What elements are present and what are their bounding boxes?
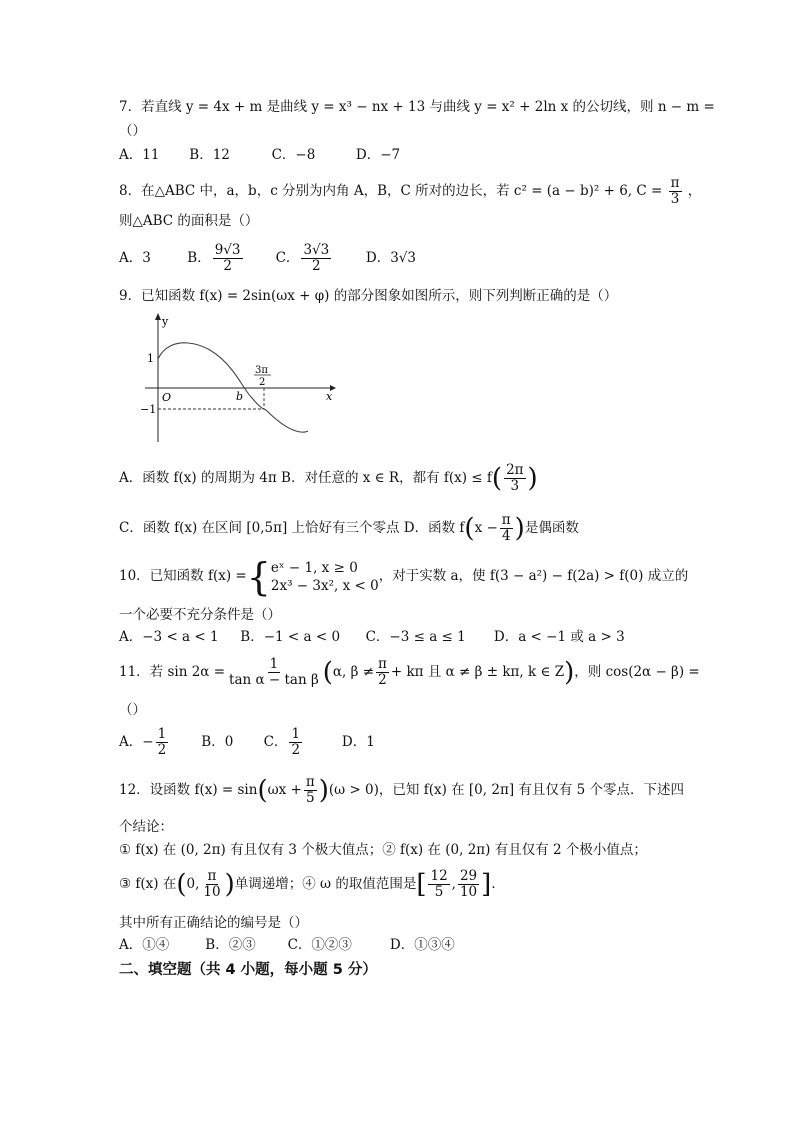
q12-line4: ③ f(x) 在(0, $\frac{\pi}{10}$ )单调递增；④ ω 的取值范围是[ $\frac{12}{5}$ , $\frac{29}{10}$ ]． xyxy=(119,868,505,900)
q9-option-b-num: 2π xyxy=(506,462,524,479)
q8-option-b-den: 2 xyxy=(223,258,232,274)
q8-option-c xyxy=(276,240,362,276)
q8-option-d: D．3√3 xyxy=(365,250,416,266)
case-brace: { xyxy=(246,554,271,599)
q12-range-high-den: 10 xyxy=(459,884,478,900)
q8-option-c-num: 3√3 xyxy=(303,242,330,259)
y-label: y xyxy=(162,315,169,328)
left-paren: ( xyxy=(257,775,268,806)
q12-option-a: A．①④ xyxy=(119,937,170,953)
q10-option-c: C．−3 ≤ a ≤ 1 xyxy=(365,629,466,645)
section-heading: 二、填空题（共 4 小题，每小题 5 分） xyxy=(119,962,377,978)
q12-line5: 其中所有正确结论的编号是（） xyxy=(119,915,308,931)
q12-range-low-num: 12 xyxy=(430,868,448,885)
q10-option-d: D．a < −1 或 a > 3 xyxy=(493,629,625,645)
q11-cond-a: α, β ≠ xyxy=(332,664,375,680)
q12-range-low-den: 5 xyxy=(434,884,444,900)
x-label: x xyxy=(326,390,333,403)
right-paren: ) xyxy=(514,513,525,544)
left-paren: ( xyxy=(464,513,475,544)
q7-paren: （） xyxy=(119,123,146,139)
q12-line2: 个结论： xyxy=(119,819,173,835)
q10-option-b: B．−1 < a < 0 xyxy=(240,629,341,645)
q12-range-high xyxy=(458,869,479,900)
q12-inner-a: ωx + xyxy=(267,782,302,798)
q9-option-cd-text: C．函数 f(x) 在区间 [0,5π] 上恰好有三个零点 D．函数 f xyxy=(119,520,465,536)
q12-stem xyxy=(119,770,684,811)
q12-line4-a: ③ f(x) 在 xyxy=(119,876,177,892)
q9-option-d-num: π xyxy=(501,512,511,529)
q10-cases xyxy=(271,559,379,595)
q12-pre: 12．设函数 f(x) = sin xyxy=(119,782,258,798)
right-paren: ) xyxy=(318,775,329,806)
q9-graph xyxy=(140,310,340,445)
q8-option-c-frac xyxy=(301,243,331,274)
q7-stem: 7．若直线 y = 4x + m 是曲线 y = x³ − nx + 13 与曲线 y = x² + 2ln x 的公切线，则 n − m = xyxy=(119,99,715,115)
q8-option-b-frac xyxy=(213,243,243,274)
q11-option-a-label: A．− xyxy=(119,734,154,750)
q10-line2: 一个必要不充分条件是（） xyxy=(119,607,281,623)
q11-stem xyxy=(119,652,700,693)
q10-options xyxy=(119,627,625,647)
q11-option-a xyxy=(119,724,197,760)
q11-paren: （） xyxy=(119,702,146,718)
q10-case2: 2x³ − 3x², x < 0 xyxy=(270,577,379,594)
q9-option-d-pre: x − xyxy=(474,520,498,536)
q8-comma: ， xyxy=(687,183,702,199)
one-label: 1 xyxy=(147,352,154,365)
q7-option-b: B．12 xyxy=(189,147,230,163)
q7-option-d: D．−7 xyxy=(355,147,401,163)
right-bracket: ] xyxy=(481,869,492,900)
q12-option-c: C．①②③ xyxy=(287,937,352,953)
q11-options xyxy=(119,724,375,760)
q11-post: ，则 cos(2α − β) = xyxy=(574,664,700,680)
q8-stem xyxy=(119,174,701,208)
q11-option-c-den: 2 xyxy=(291,742,301,758)
q12-post: (ω > 0)，已知 f(x) 在 [0, 2π] 有且仅有 5 个零点．下述四 xyxy=(328,782,685,798)
q8-option-a: A．3 xyxy=(119,250,151,266)
q12-inner-den: 5 xyxy=(305,790,315,806)
q11-pre: 11．若 sin 2α = xyxy=(119,664,226,680)
q11-cond-b: + kπ 且 α ≠ β ± kπ, k ∈ Z xyxy=(390,664,565,680)
q9-option-b-frac xyxy=(504,463,525,494)
q11-frac-num: 1 xyxy=(269,656,279,673)
q12-line4-end: ． xyxy=(491,876,505,892)
q11-option-c-num: 1 xyxy=(291,726,301,743)
q12-line4-in: 0, xyxy=(186,876,200,892)
q12-line4-num: π xyxy=(207,868,217,885)
q11-fraction xyxy=(227,657,321,688)
q12-option-b: B．②③ xyxy=(205,937,256,953)
q8-text: 8．在△ABC 中，a，b，c 分别为内角 A，B，C 所对的边长，若 c² = (a − b)² + 6, C = xyxy=(119,183,663,199)
q10-stem xyxy=(119,554,689,599)
three-pi-num: 3π xyxy=(255,365,268,376)
q9-options-ab xyxy=(119,458,538,499)
right-paren: ) xyxy=(224,869,235,900)
q8-angle-den: 3 xyxy=(670,191,680,207)
q9-options-cd xyxy=(119,508,579,549)
q11-option-c-label: C． xyxy=(263,734,288,750)
q9-option-d-den: 4 xyxy=(501,528,511,544)
q10-case1: eˣ − 1, x ≥ 0 xyxy=(270,559,358,576)
y-axis-arrow-icon xyxy=(155,313,161,320)
q10-pre: 10．已知函数 f(x) = xyxy=(119,568,247,584)
q8-option-b xyxy=(187,240,271,276)
q12-range-low xyxy=(428,869,449,900)
q11-option-a-den: 2 xyxy=(157,742,167,758)
q9-option-d-frac xyxy=(500,513,513,544)
neg-one-label: −1 xyxy=(140,403,157,416)
q8-option-b-label: B． xyxy=(187,250,211,266)
q11-option-c xyxy=(264,724,338,760)
q9-option-b-den: 3 xyxy=(510,478,520,494)
q12-range-high-num: 29 xyxy=(459,868,478,885)
b-label: b xyxy=(236,390,244,403)
q11-option-a-frac xyxy=(156,727,169,758)
origin-label: O xyxy=(162,391,172,404)
q12-inner-num: π xyxy=(305,774,315,791)
q12-option-d: D．①③④ xyxy=(389,937,455,953)
q7-options xyxy=(119,145,400,165)
q9-option-ab-text: A．函数 f(x) 的周期为 4π B．对任意的 x ∈ R，都有 f(x) ≤ f xyxy=(119,470,492,486)
q10-post: ，对于实数 a，使 f(3 − a²) − f(2a) > f(0) 成立的 xyxy=(378,568,689,584)
q9-option-d-post: 是偶函数 xyxy=(524,520,579,536)
q12-inner-frac xyxy=(304,775,317,806)
q8-option-c-den: 2 xyxy=(312,258,321,274)
q10-option-a: A．−3 < a < 1 xyxy=(119,629,219,645)
q7-option-a: A．11 xyxy=(119,147,160,163)
three-pi-den: 2 xyxy=(259,377,266,388)
q11-frac-den: tan α − tan β xyxy=(229,672,319,688)
q8-option-b-num: 9√3 xyxy=(214,242,241,259)
right-paren: ) xyxy=(564,657,575,688)
left-paren: ( xyxy=(491,463,503,494)
q8-angle-fraction xyxy=(669,176,682,207)
q9-stem: 9．已知函数 f(x) = 2sin(ωx + φ) 的部分图象如图所示，则下列判断正确的是（） xyxy=(119,288,618,304)
q11-cond-den: 2 xyxy=(378,672,387,688)
left-paren: ( xyxy=(322,657,333,688)
q7-option-c: C．−8 xyxy=(271,147,316,163)
q12-line4-frac xyxy=(201,869,222,900)
right-paren: ) xyxy=(527,463,538,494)
q8-angle-num: π xyxy=(670,175,680,192)
q12-line4-den: 10 xyxy=(203,884,221,900)
q11-option-b: B．0 xyxy=(201,734,234,750)
q8-options xyxy=(119,240,416,276)
q11-option-a-num: 1 xyxy=(157,726,167,743)
q12-line4-b: 单调递增；④ ω 的取值范围是 xyxy=(234,876,417,892)
q11-cond-frac xyxy=(376,657,389,688)
q8-option-c-label: C． xyxy=(275,250,300,266)
left-bracket: [ xyxy=(416,869,427,900)
q12-line3: ① f(x) 在 (0, 2π) 有且仅有 3 个极大值点；② f(x) 在 (0, 2π) 有且仅有 2 个极小值点； xyxy=(119,842,647,858)
left-paren: ( xyxy=(176,869,187,900)
q11-option-c-frac xyxy=(289,727,302,758)
q8-line2: 则△ABC 的面积是（） xyxy=(119,213,259,229)
q11-cond-num: π xyxy=(378,656,387,673)
q12-options xyxy=(119,935,455,955)
q11-option-d: D．1 xyxy=(341,734,375,750)
